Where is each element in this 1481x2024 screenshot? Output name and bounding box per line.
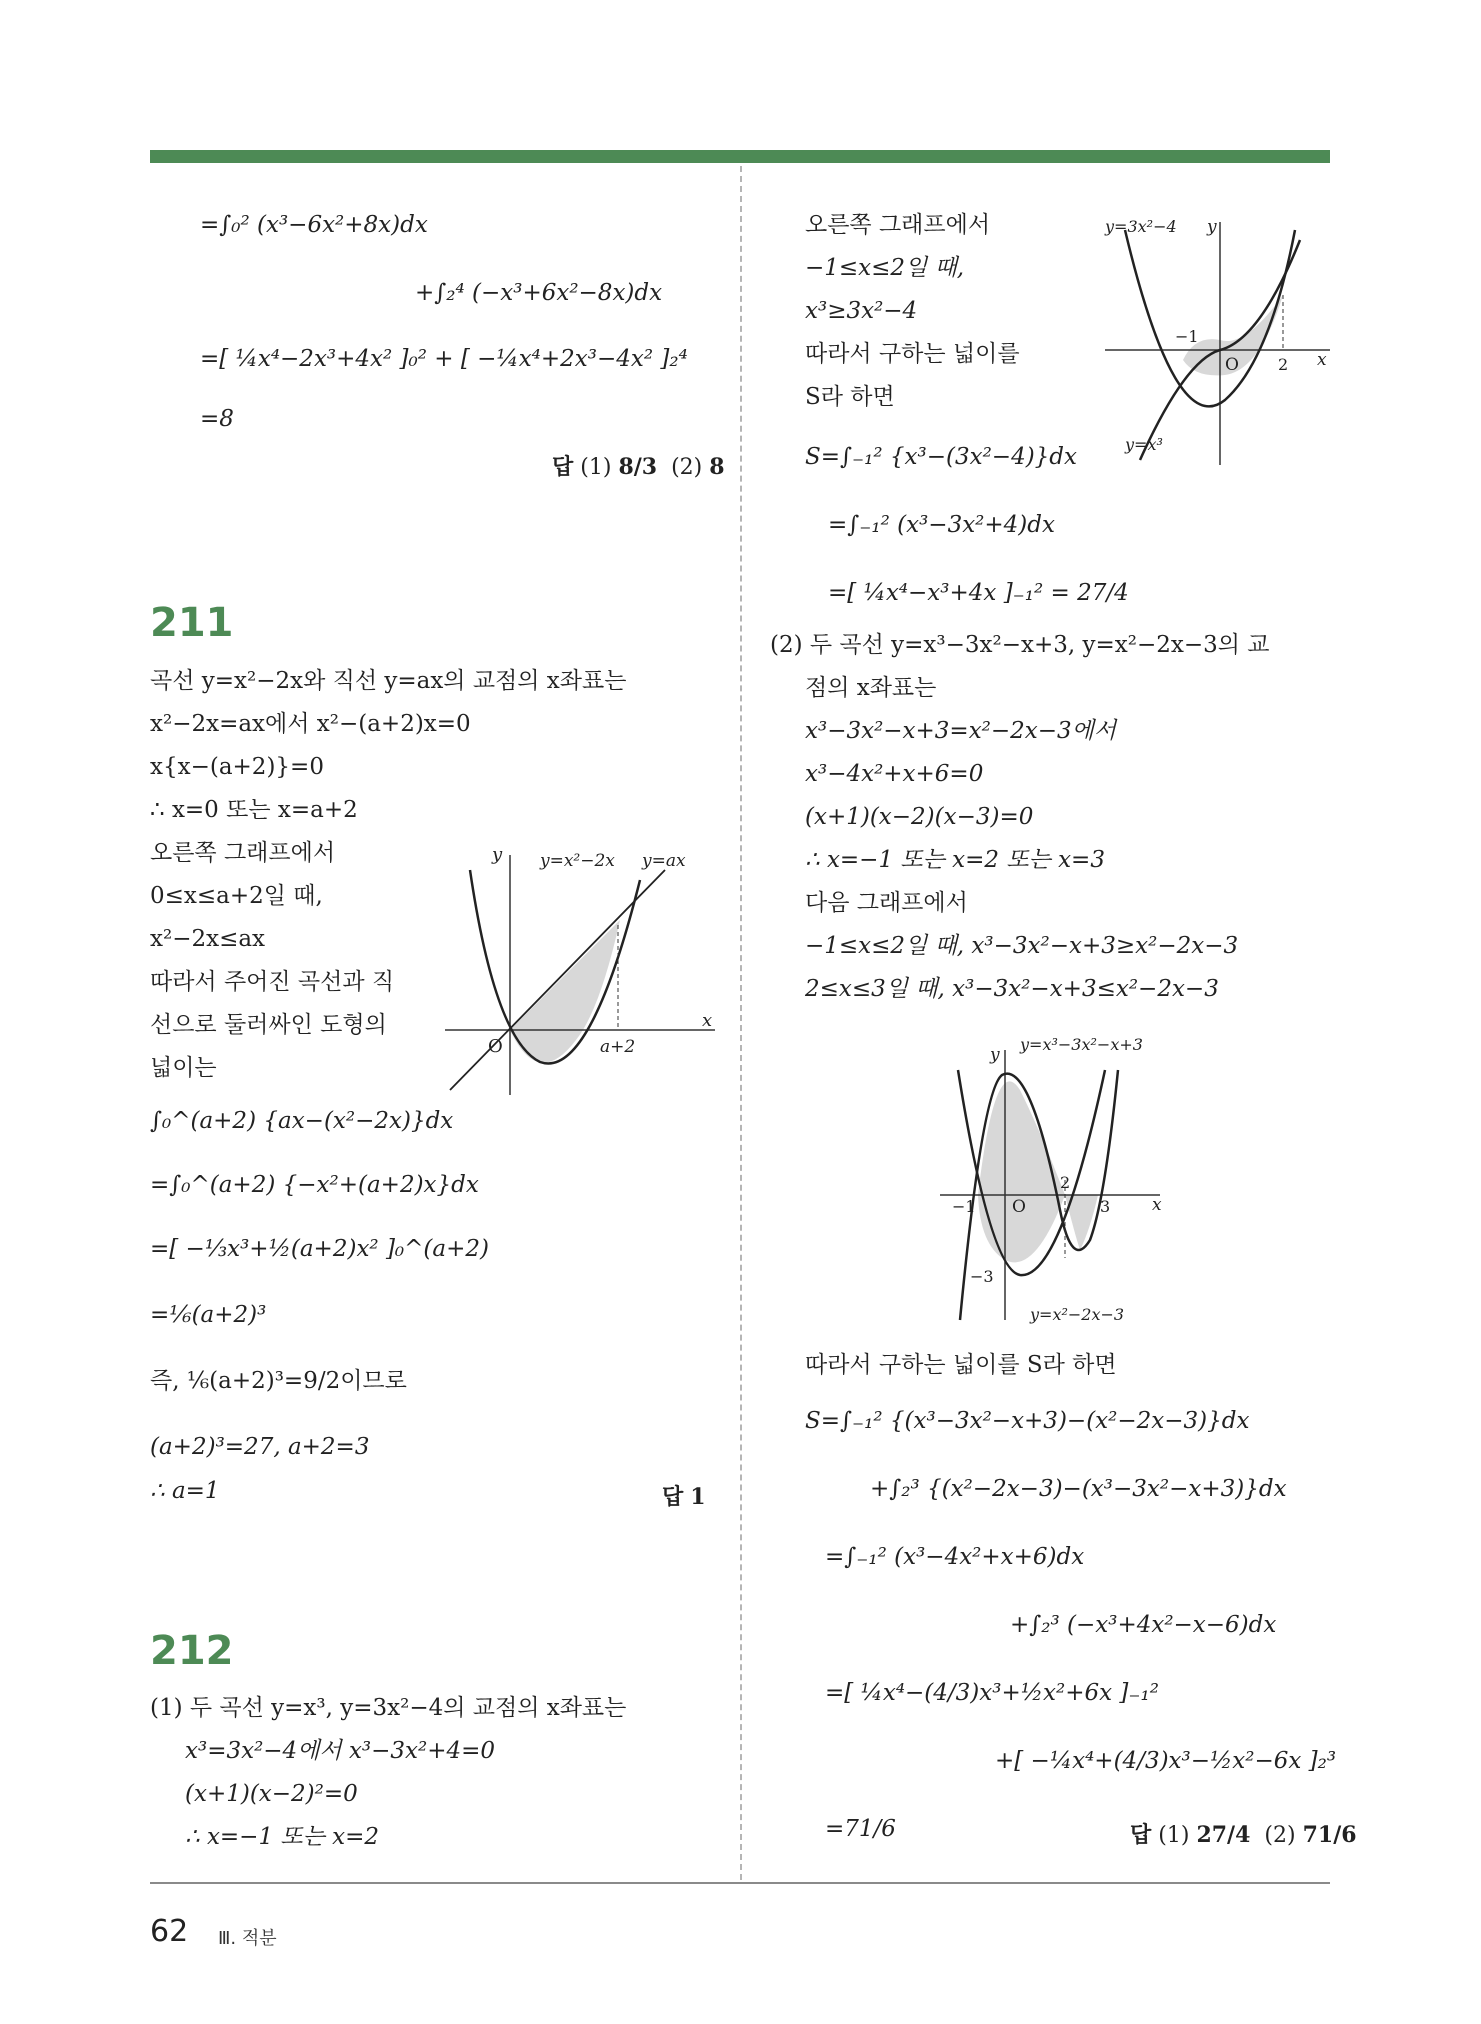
answer-part-2: (2) [1264,1823,1296,1848]
p211-line: 즉, ⅙(a+2)³=9/2이므로 [150,1368,407,1394]
continued-line-2: +∫₂⁴ (−x³+6x²−8x)dx [415,280,663,306]
column-divider [740,166,742,1880]
origin-label: O [1225,355,1239,375]
p211-line: 넓이는 [150,1055,217,1081]
answer-value-1: 8/3 [618,454,658,480]
p211-line: ∴ a=1 [150,1478,220,1504]
p211-line: 곡선 y=x²−2x와 직선 y=ax의 교점의 x좌표는 [150,668,627,694]
r-line: x³≥3x²−4 [805,298,918,324]
p211-line: (a+2)³=27, a+2=3 [150,1434,370,1460]
r-line: (2) 두 곡선 y=x³−3x²−x+3, y=x²−2x−3의 교 [770,632,1270,658]
answer-212 [1130,1818,1357,1849]
graph-212-1 [1095,210,1335,470]
r-line: =∫₋₁² (x³−4x²+x+6)dx [825,1544,1085,1570]
r-line: +∫₂³ {(x²−2x−3)−(x³−3x²−x+3)}dx [870,1476,1287,1502]
r-line: +∫₂³ (−x³+4x²−x−6)dx [1010,1612,1277,1638]
curve-label-1: y=x³−3x²−x+3 [1020,1035,1143,1054]
p212-line: x³=3x²−4에서 x³−3x²+4=0 [185,1738,496,1764]
p212-line: (x+1)(x−2)²=0 [185,1781,358,1807]
r-line: S라 하면 [805,384,895,410]
curve-label-1: y=3x²−4 [1105,217,1177,236]
tick-neg1: −1 [1175,327,1199,346]
answer-value-1: 27/4 [1196,1822,1251,1848]
y-axis-label: y [1207,217,1217,237]
r-line: 따라서 구하는 넓이를 S라 하면 [805,1352,1117,1378]
curve-label-2: y=x³ [1125,435,1163,454]
r-line: +[ −¼x⁴+(4/3)x³−½x²−6x ]₂³ [995,1748,1337,1774]
answer-value-2: 71/6 [1302,1822,1357,1848]
p211-line: x²−2x≤ax [150,926,266,952]
r-line: 점의 x좌표는 [805,675,937,701]
r-line: =[ ¼x⁴−x³+4x ]₋₁² = 27/4 [828,580,1129,606]
r-line: −1≤x≤2일 때, x³−3x²−x+3≥x²−2x−3 [805,933,1239,959]
p211-line: 오른쪽 그래프에서 [150,840,336,866]
p212-line: ∴ x=−1 또는 x=2 [185,1824,380,1850]
r-line: 따라서 구하는 넓이를 [805,341,1020,367]
r-line: 오른쪽 그래프에서 [805,212,991,238]
p211-line: ∴ x=0 또는 x=a+2 [150,797,358,823]
r-line: 2≤x≤3일 때, x³−3x²−x+3≤x²−2x−3 [805,976,1219,1002]
answer-211 [662,1480,706,1511]
graph-212-2 [920,1030,1200,1330]
chapter-label: Ⅲ. 적분 [218,1928,277,1949]
problem-number-212: 212 [150,1628,234,1674]
p211-line: 0≤x≤a+2일 때, [150,883,323,909]
tick-neg3: −3 [970,1267,994,1286]
graph-211 [440,840,720,1100]
p211-line: x²−2x=ax에서 x²−(a+2)x=0 [150,711,471,737]
answer-label: 답 [662,1485,684,1510]
p211-line: =[ −⅓x³+½(a+2)x² ]₀^(a+2) [150,1236,489,1262]
answer-part-1: (1) [580,455,612,480]
r-line: S=∫₋₁² {(x³−3x²−x+3)−(x²−2x−3)}dx [805,1408,1250,1434]
tick-3: 3 [1100,1197,1111,1216]
r-line: ∴ x=−1 또는 x=2 또는 x=3 [805,847,1105,873]
p211-line: =∫₀^(a+2) {−x²+(a+2)x}dx [150,1172,479,1198]
p211-line: 따라서 주어진 곡선과 직 [150,969,395,995]
x-axis-label: x [1317,350,1327,370]
header-bar [150,150,1330,163]
footer-rule [150,1882,1330,1884]
problem-number-211: 211 [150,600,234,646]
p211-line: =⅙(a+2)³ [150,1302,267,1328]
continued-line-1: =∫₀² (x³−6x²+8x)dx [200,212,428,238]
answer-value-2: 8 [709,454,725,480]
p211-line: 선으로 둘러싸인 도형의 [150,1012,387,1038]
y-axis-label: y [990,1045,1000,1065]
r-line: 다음 그래프에서 [805,890,968,916]
r-line: −1≤x≤2일 때, [805,255,965,281]
tick-label: a+2 [600,1037,636,1057]
r-line: =∫₋₁² (x³−3x²+4)dx [828,512,1055,538]
r-line: x³−3x²−x+3=x²−2x−3에서 [805,718,1117,744]
answer-label: 답 [1130,1823,1152,1848]
r-line: (x+1)(x−2)(x−3)=0 [805,804,1034,830]
origin-label: O [488,1036,503,1057]
answer-value: 1 [690,1484,706,1510]
x-axis-label: x [1152,1195,1162,1215]
x-axis-label: x [702,1010,713,1031]
answer-part-1: (1) [1158,1823,1190,1848]
origin-label: O [1012,1197,1026,1217]
answer-label: 답 [552,455,574,480]
answer-part-2: (2) [671,455,703,480]
page-number: 62 [150,1914,189,1949]
r-line: S=∫₋₁² {x³−(3x²−4)}dx [805,444,1078,470]
p212-line: (1) 두 곡선 y=x³, y=3x²−4의 교점의 x좌표는 [150,1695,627,1721]
tick-2: 2 [1278,355,1289,374]
answer-prev [552,450,725,481]
y-axis-label: y [492,844,503,865]
tick-neg1: −1 [952,1197,976,1216]
p211-line: ∫₀^(a+2) {ax−(x²−2x)}dx [150,1108,454,1134]
r-line: x³−4x²+x+6=0 [805,761,984,787]
continued-line-4: =8 [200,406,234,432]
curve-label-2: y=x²−2x−3 [1030,1305,1125,1324]
curve-label: y=x²−2x [540,851,615,871]
line-label: y=ax [642,851,686,871]
r-line: =71/6 [825,1816,896,1842]
p211-line: x{x−(a+2)}=0 [150,754,324,780]
r-line: =[ ¼x⁴−(4/3)x³+½x²+6x ]₋₁² [825,1680,1159,1706]
tick-2: 2 [1060,1173,1071,1192]
continued-line-3: =[ ¼x⁴−2x³+4x² ]₀² + [ −¼x⁴+2x³−4x² ]₂⁴ [200,346,688,372]
